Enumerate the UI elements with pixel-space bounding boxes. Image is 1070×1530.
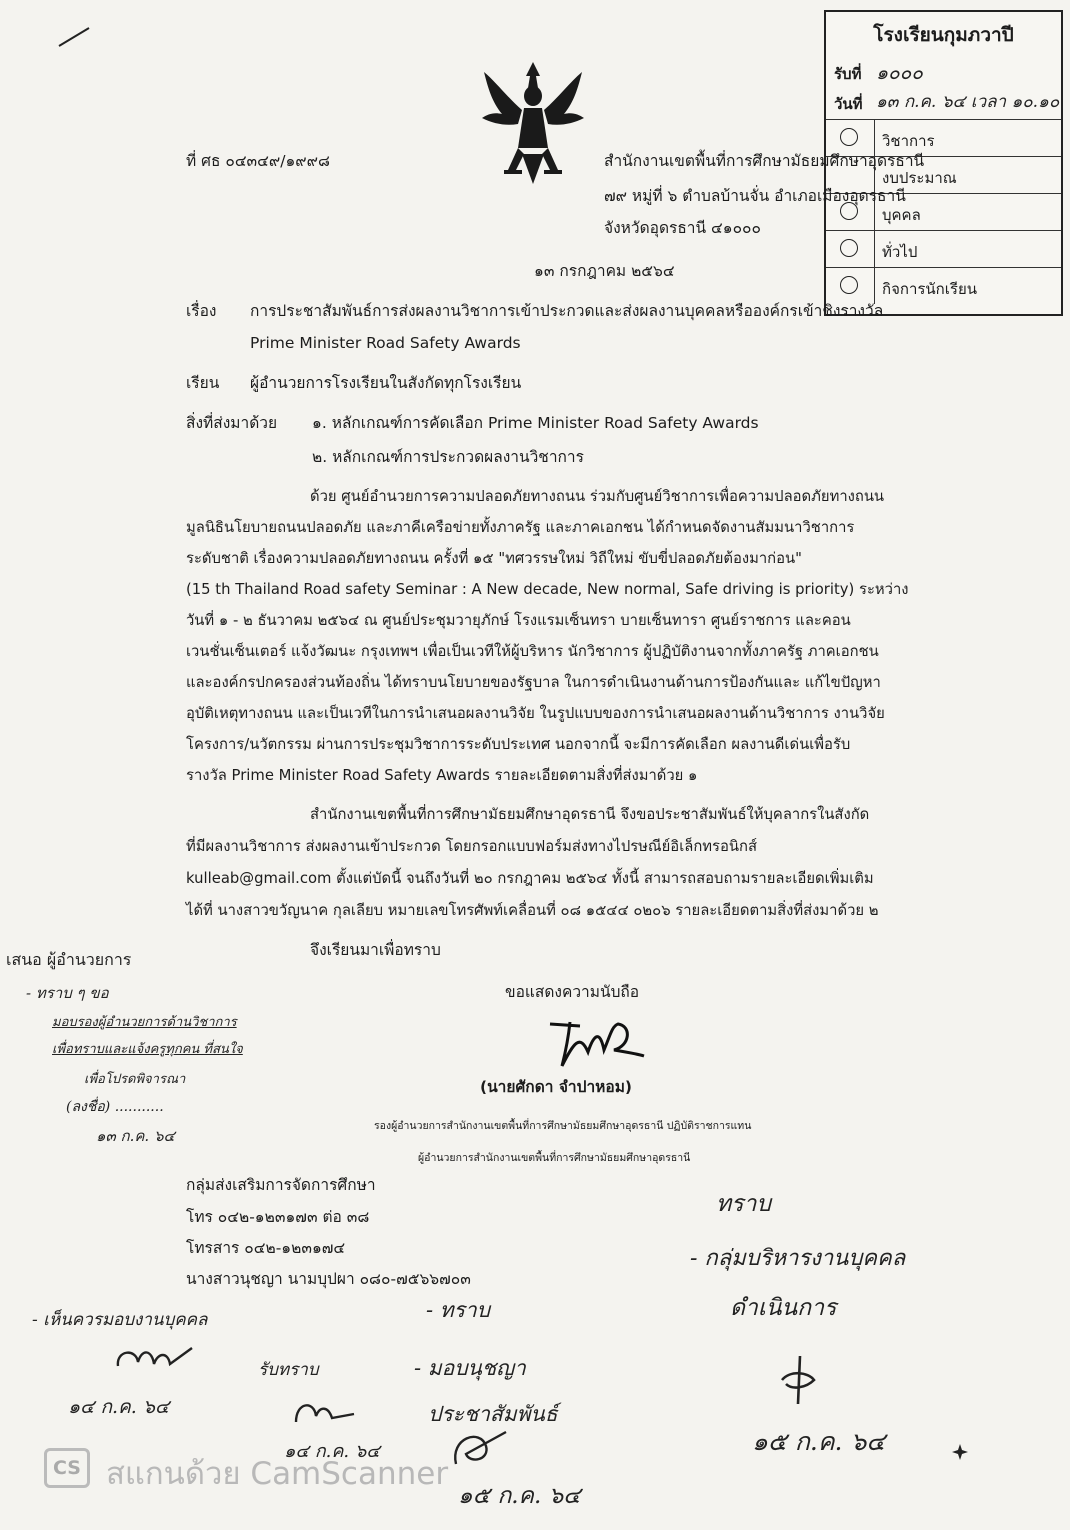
handwritten-note: ๑๕ ก.ค. ๖๔ — [752, 1427, 886, 1456]
office-line-1: สำนักงานเขตพื้นที่การศึกษามัธยมศึกษาอุดรธานี — [604, 152, 925, 170]
body-paragraph-1 — [186, 481, 962, 791]
signer-position-2: ผู้อำนวยการสำนักงานเขตพื้นที่การศึกษามัธยมศึกษาอุดรธานี — [418, 1152, 691, 1164]
stamp-category-label: กิจการนักเรียน — [882, 280, 977, 298]
handwritten-note: ๑๕ ก.ค. ๖๔ — [458, 1483, 581, 1509]
handwritten-note: - ทราบ ๆ ขอ — [26, 984, 109, 1002]
doc-number: ที่ ศธ ๐๔๓๔๙/๑๙๙๘ — [186, 152, 330, 170]
handwritten-note: - มอบนุชญา — [414, 1356, 526, 1380]
office-line-2: ๗๙ หมู่ที่ ๖ ตำบลบ้านจั่น อำเภอเมืองอุดรธานี — [604, 187, 906, 205]
handwritten-note: - เห็นควรมอบงานบุคคล — [32, 1310, 208, 1330]
stamp-date-label: วันที่ — [834, 95, 863, 113]
body-line: และองค์กรปกครองส่วนท้องถิ่น ได้ทราบนโยบายของรัฐบาล ในการดำเนินงานด้านการป้องกันและ แก้ไขปัญหา — [186, 674, 881, 691]
closing-line: จึงเรียนมาเพื่อทราบ — [310, 941, 441, 959]
initials-scribble — [288, 1392, 368, 1432]
initials-scribble — [446, 1424, 526, 1474]
body-line: ด้วย ศูนย์อำนวยการความปลอดภัยทางถนน ร่วมกับศูนย์วิชาการเพื่อความปลอดภัยทางถนน — [310, 488, 885, 505]
handwritten-propose: เสนอ ผู้อำนวยการ — [6, 950, 132, 969]
subject-label: เรื่อง — [186, 302, 217, 320]
signer-name: (นายศักดา จำปาหอม) — [480, 1078, 633, 1096]
initials-scribble — [770, 1350, 830, 1410]
handwritten-note: มอบรองผู้อำนวยการด้านวิชาการ — [52, 1015, 237, 1030]
camscanner-logo: CS — [44, 1448, 90, 1488]
signature-scribble — [540, 1012, 650, 1072]
stamp-date-value: ๑๓ ก.ค. ๖๔ เวลา ๑๐.๑๐ — [876, 92, 1060, 112]
handwritten-note: ๑๔ ก.ค. ๖๔ — [284, 1441, 380, 1462]
garuda-emblem-icon — [478, 58, 588, 188]
stamp-category-label: ทั่วไป — [882, 243, 918, 261]
contact-person: นางสาวนุชญา นามบุปผา ๐๘๐-๗๕๖๖๗๐๓ — [186, 1270, 471, 1288]
handwritten-note: เพื่อโปรดพิจารณา — [84, 1072, 186, 1087]
letter-date: ๑๓ กรกฎาคม ๒๕๖๔ — [534, 262, 675, 280]
regards: ขอแสดงความนับถือ — [505, 983, 640, 1001]
contact-tel: โทร ๐๔๒-๑๒๓๑๗๓ ต่อ ๓๘ — [186, 1208, 370, 1226]
handwritten-note: ดำเนินการ — [730, 1295, 837, 1321]
stamp-school: โรงเรียนกุมภวาปี — [873, 24, 1014, 46]
handwritten-note: - กลุ่มบริหารงานบุคคล — [690, 1246, 906, 1271]
star-mark-icon — [950, 1442, 970, 1462]
body-line: (15 th Thailand Road safety Seminar : A New decade, New normal, Safe driving is priority) ระหว่าง — [186, 581, 909, 598]
handwritten-note: ทราบ — [716, 1191, 772, 1217]
body-line: รางวัล Prime Minister Road Safety Awards รายละเอียดตามสิ่งที่ส่งมาด้วย ๑ — [186, 767, 698, 784]
subject-line-1: การประชาสัมพันธ์การส่งผลงานวิชาการเข้าประกวดและส่งผลงานบุคคลหรือองค์กรเข้าชิงรางวัล — [250, 302, 884, 320]
pen-mark — [55, 22, 95, 52]
contact-group: กลุ่มส่งเสริมการจัดการศึกษา — [186, 1176, 376, 1194]
enclosure-item: ๑. หลักเกณฑ์การคัดเลือก Prime Minister Road Safety Awards — [312, 414, 759, 432]
body-line: kulleab@gmail.com ตั้งแต่บัดนี้ จนถึงวันที่ ๒๐ กรกฎาคม ๒๕๖๔ ทั้งนี้ สามารถสอบถามรายละเอียดเพิ่มเติม — [186, 870, 874, 887]
initials-scribble — [112, 1340, 212, 1380]
body-line: อุบัติเหตุทางถนน และเป็นเวทีในการนำเสนอผลงานวิจัย ในรูปแบบของการนำเสนอผลงานด้านวิชาการ งานวิจัย — [186, 705, 885, 722]
signer-position-1: รองผู้อำนวยการสำนักงานเขตพื้นที่การศึกษามัธยมศึกษาอุดรธานี ปฏิบัติราชการแทน — [374, 1120, 752, 1132]
handwritten-note: - ทราบ — [426, 1298, 491, 1322]
handwritten-note: (ลงชื่อ) ........... — [66, 1099, 164, 1115]
camscanner-watermark: สแกนด้วย CamScanner — [106, 1456, 449, 1492]
handwritten-note: รับทราบ — [258, 1360, 319, 1380]
stamp-received-label: รับที่ — [834, 65, 862, 83]
office-line-3: จังหวัดอุดรธานี ๔๑๐๐๐ — [604, 219, 761, 237]
circle-icon — [840, 276, 858, 294]
handwritten-note: ๑๔ ก.ค. ๖๔ — [68, 1396, 170, 1418]
stamp-category-label: งบประมาณ — [882, 169, 957, 187]
body-line: ที่มีผลงานวิชาการ ส่งผลงานเข้าประกวด โดยกรอกแบบฟอร์มส่งทางไปรษณีย์อิเล็กทรอนิกส์ — [186, 838, 757, 855]
body-line: โครงการ/นวัตกรรม ผ่านการประชุมวิชาการระดับประเทศ นอกจากนี้ จะมีการคัดเลือก ผลงานดีเด่นเพื่อรับ — [186, 736, 851, 753]
stamp-received-no: ๑๐๐๐ — [876, 62, 923, 84]
to-label: เรียน — [186, 374, 220, 392]
enclosures-label: สิ่งที่ส่งมาด้วย — [186, 414, 278, 432]
body-line: วันที่ ๑ - ๒ ธันวาคม ๒๕๖๔ ณ ศูนย์ประชุมวายุภักษ์ โรงแรมเซ็นทรา บายเซ็นทารา ศูนย์ราชการ และคอน — [186, 612, 851, 629]
body-paragraph-2 — [186, 799, 962, 927]
stamp-category-label: บุคคล — [882, 206, 921, 224]
stamp-category-row — [826, 267, 1061, 304]
stamp-category-label: วิชาการ — [882, 132, 935, 150]
contact-fax: โทรสาร ๐๔๒-๑๒๓๑๗๔ — [186, 1239, 346, 1257]
circle-icon — [840, 239, 858, 257]
handwritten-note: ประชาสัมพันธ์ — [428, 1402, 558, 1426]
handwritten-note: ๑๓ ก.ค. ๖๔ — [96, 1127, 175, 1145]
body-line: เวนชั่นเซ็นเตอร์ แจ้งวัฒนะ กรุงเทพฯ เพื่อเป็นเวทีให้ผู้บริหาร นักวิชาการ ผู้ปฏิบัติงานจากทั้งภาครัฐ ภาคเอกชน — [186, 643, 879, 660]
body-line: ได้ที่ นางสาวขวัญนาค กุลเลียบ หมายเลขโทรศัพท์เคลื่อนที่ ๐๘ ๑๕๔๔ ๐๒๐๖ รายละเอียดตามสิ่งที่ส่งมาด้วย ๒ — [186, 902, 879, 919]
stamp-category-row — [826, 119, 1061, 156]
circle-icon — [840, 128, 858, 146]
body-line: มูลนิธินโยบายถนนปลอดภัย และภาคีเครือข่ายทั้งภาครัฐ และภาคเอกชน ได้กำหนดจัดงานสัมมนาวิชาการ — [186, 519, 855, 536]
body-line: ระดับชาติ เรื่องความปลอดภัยทางถนน ครั้งที่ ๑๕ "ทศวรรษใหม่ วิถีใหม่ ขับขี่ปลอดภัยต้องมาก่อน" — [186, 550, 802, 567]
stamp-category-row — [826, 230, 1061, 267]
subject-line-2: Prime Minister Road Safety Awards — [250, 334, 521, 352]
handwritten-note: เพื่อทราบและแจ้งครูทุกคน ที่สนใจ — [52, 1042, 243, 1057]
to-value: ผู้อำนวยการโรงเรียนในสังกัดทุกโรงเรียน — [250, 374, 522, 392]
enclosure-item: ๒. หลักเกณฑ์การประกวดผลงานวิชาการ — [312, 448, 584, 466]
body-line: สำนักงานเขตพื้นที่การศึกษามัธยมศึกษาอุดรธานี จึงขอประชาสัมพันธ์ให้บุคลากรในสังกัด — [310, 806, 870, 823]
